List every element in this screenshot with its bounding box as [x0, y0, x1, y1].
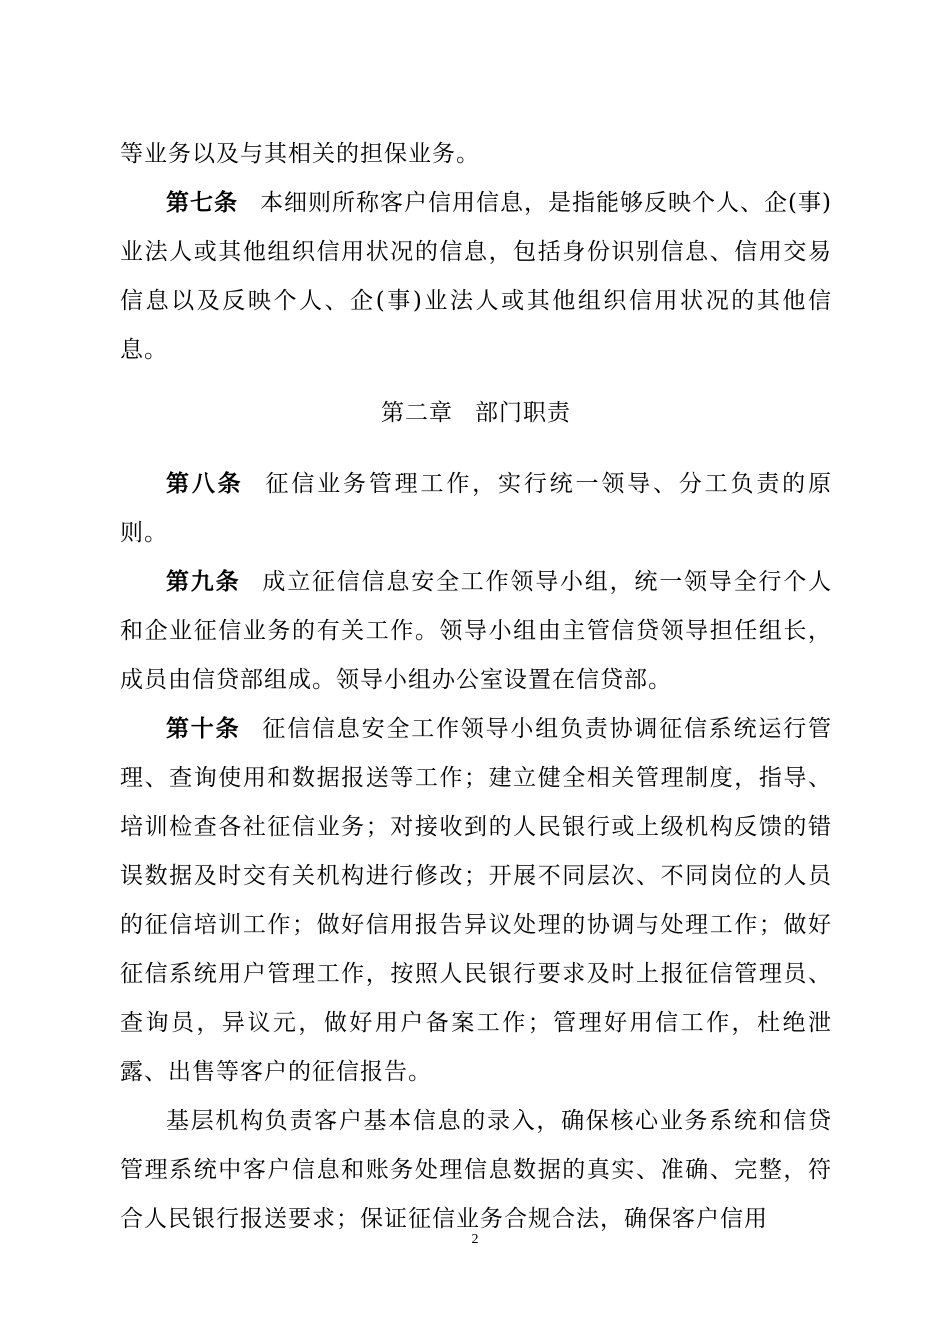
article-text: 征信信息安全工作领导小组负责协调征信系统运行管理、查询使用和数据报送等工作；建立健全相关管理制度，指导、培训检查各社征信业务；对接收到的人民银行或上级机构反馈的错误数据及时交有关机构进行修改；开展不同层次、不同岗位的人员的征信培训工作；做好信用报告异议处理的协调与处理工作；做好征信系统用户管理工作，按照人民银行要求及时上报征信管理员、查询员，异议元，做好用户备案工作；管理好用信工作，杜绝泄露、出售等客户的征信报告。: [120, 716, 833, 1085]
article-8: [120, 460, 832, 558]
article-text: 征信业务管理工作，实行统一领导、分工负责的原则。: [120, 471, 832, 546]
article-number: 第八条: [166, 471, 244, 497]
article-7: [120, 179, 832, 375]
chapter-title: 部门职责: [475, 400, 571, 426]
paragraph-continuation: [120, 130, 832, 179]
paragraph-text: 基层机构负责客户基本信息的录入，确保核心业务系统和信贷管理系统中客户信息和账务处理信息数据的真实、准确、完整，符合人民银行报送要求；保证征信业务合规合法，确保客户信用: [120, 1108, 832, 1232]
article-10: [120, 705, 832, 1097]
chapter-heading: [120, 389, 832, 438]
paragraph-text: 等业务以及与其相关的担保业务。: [120, 141, 480, 167]
chapter-number: 第二章: [381, 400, 453, 426]
article-9: [120, 558, 832, 705]
article-number: 第十条: [166, 716, 241, 742]
paragraph-grassroots: [120, 1097, 832, 1244]
article-text: 成立征信信息安全工作领导小组，统一领导全行个人和企业征信业务的有关工作。领导小组由主管信贷领导担任组长，成员由信贷部组成。领导小组办公室设置在信贷部。: [120, 569, 833, 693]
document-body: [120, 130, 832, 1244]
page-number: 2: [471, 1232, 479, 1247]
article-number: 第九条: [166, 569, 241, 595]
article-number: 第七条: [166, 190, 239, 216]
article-text: 本细则所称客户信用信息，是指能够反映个人、企(事)业法人或其他组织信用状况的信息，包括身份识别信息、信用交易信息以及反映个人、企(事)业法人或其他组织信用状况的其他信息。: [120, 190, 833, 363]
